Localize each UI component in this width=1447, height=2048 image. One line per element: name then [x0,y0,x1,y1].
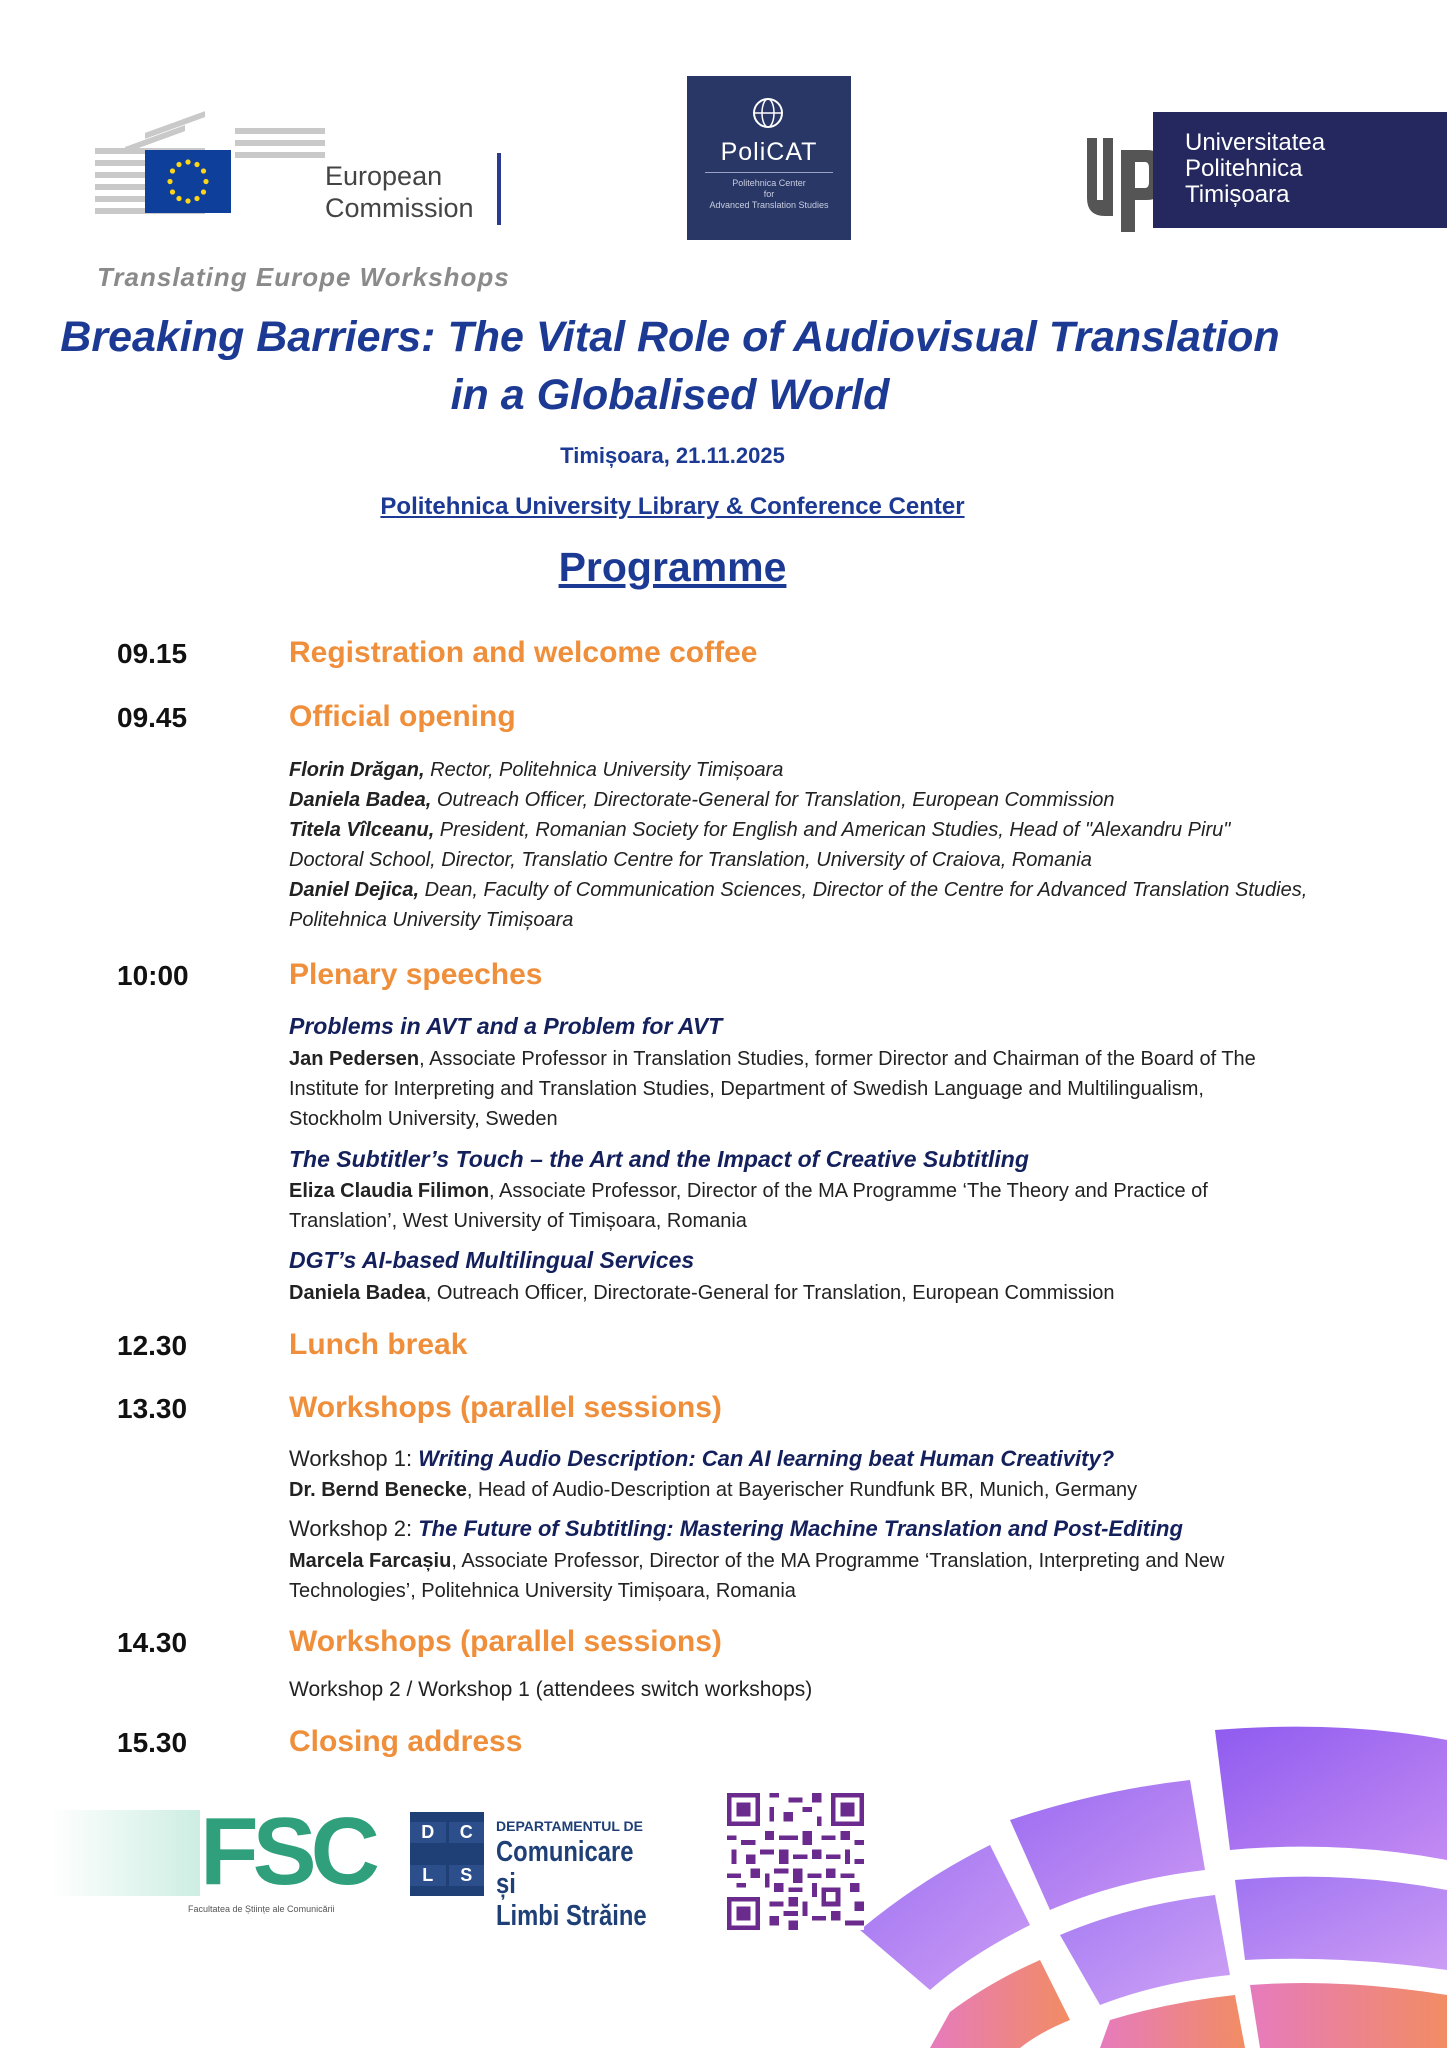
fsc-logo: FSC Facultatea de Științe ale Comunicării [50,1810,375,1915]
event-date: Timișoara, 21.11.2025 [560,443,785,468]
opening-speakers: Florin Drăgan, Rector, Politehnica University Timișoara Daniela Badea, Outreach Officer, Directorate-General for Translation, European Commission Titela Vîlceanu, President, Romanian Society for English and American Studies, Head of "Alexandru Piru" Doctoral School, Director, Translatio Centre for Translation, University of Craiova, Romania Daniel Dejica, Dean, Faculty of Communication Sciences, Director of the Centre for Advanced Translation Studies, Politehnica University Timișoara [289,759,1308,931]
talk-title-2: The Subtitler’s Touch – the Art and the Impact of Creative Subtitling [289,1146,1029,1172]
workshop-2-title: Workshop 2: The Future of Subtitling: Mastering Machine Translation and Post-Editing [289,1516,1183,1541]
time-1330: 13.30 [117,1393,188,1424]
time-1000: 10:00 [117,960,189,991]
time-0915: 09.15 [117,638,188,669]
series-label: Translating Europe Workshops [97,262,510,292]
upt-logo: Universitatea Politehnica Timișoara [1085,112,1447,228]
policat-logo: PoliCAT Politehnica Center for Advanced Translation Studies [687,76,851,240]
session-lunch: Lunch break [289,1328,468,1361]
eu-flag-icon [145,150,231,213]
talk-speaker-2: Eliza Claudia Filimon, Associate Professor, Director of the MA Programme ‘The Theory and Practice of Translation’, West University of Timișoara, Romania [289,1180,1208,1232]
workshop-1-title: Workshop 1: Writing Audio Description: Can AI learning beat Human Creativity? [289,1446,1115,1471]
page-title: Breaking Barriers: The Vital Role of Audiovisual Translation in a Globalised World [60,313,1280,419]
globe-icon [749,94,787,132]
event-venue: Politehnica University Library & Conference Center [380,493,965,520]
dcls-logo: D C L S DEPARTAMENTUL DE Comunicare și Limbi Străine [410,1812,680,1908]
session-official-opening: Official opening [289,700,516,733]
talk-title-1: Problems in AVT and a Problem for AVT [289,1013,723,1039]
european-commission-logo [95,108,515,223]
time-1530: 15.30 [117,1727,188,1758]
time-1230: 12.30 [117,1330,188,1361]
session-registration: Registration and welcome coffee [289,636,758,669]
decorative-arc-graphic [780,1720,1447,2048]
workshop-2-speaker: Marcela Farcașiu, Associate Professor, Director of the MA Programme ‘Translation, Interpreting and New Technologies’, Politehnica University Timișoara, Romania [289,1550,1225,1602]
qr-code[interactable] [727,1793,864,1930]
session-plenary: Plenary speeches [289,958,543,991]
ec-divider [497,153,501,225]
workshop-1-speaker: Dr. Bernd Benecke, Head of Audio-Description at Bayerischer Rundfunk BR, Munich, Germany [289,1479,1138,1501]
time-1430: 14.30 [117,1627,188,1658]
talk-speaker-3: Daniela Badea, Outreach Officer, Directorate-General for Translation, European Commission [289,1282,1115,1304]
workshop-switch-note: Workshop 2 / Workshop 1 (attendees switch workshops) [289,1678,813,1701]
session-workshops-1: Workshops (parallel sessions) [289,1391,722,1424]
ec-wordmark: European Commission [325,161,474,223]
programme-heading: Programme [558,544,787,590]
talk-speaker-1: Jan Pedersen, Associate Professor in Translation Studies, former Director and Chairman of the Board of The Institute for Interpreting and Translation Studies, Department of Swedish Language and Multilingualism, Stockholm University, Sweden [289,1048,1256,1130]
time-0945: 09.45 [117,702,188,733]
session-closing: Closing address [289,1725,523,1758]
session-workshops-2: Workshops (parallel sessions) [289,1625,722,1658]
talk-title-3: DGT’s AI-based Multilingual Services [289,1247,695,1273]
